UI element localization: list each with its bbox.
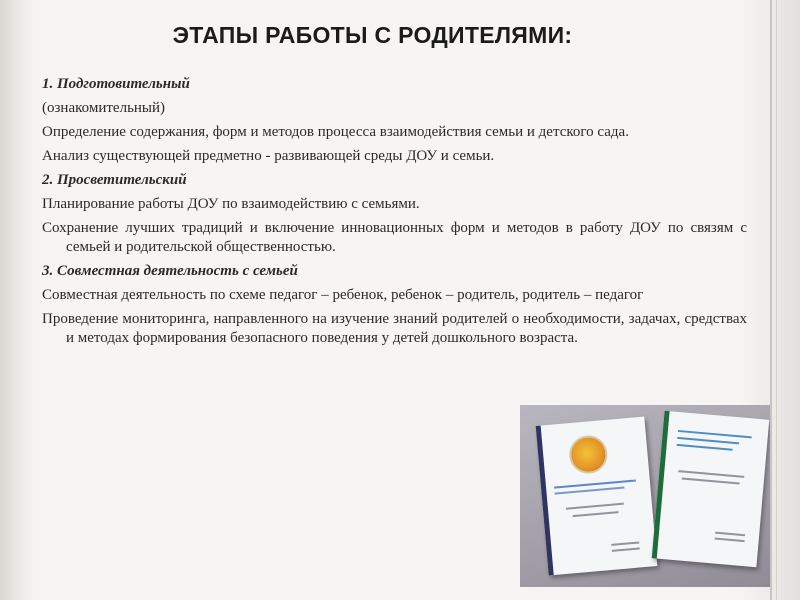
booklet-text-line	[573, 511, 619, 517]
booklet-text-line	[612, 547, 640, 551]
booklet-text-line	[566, 503, 624, 510]
booklet-text-line	[715, 532, 745, 537]
booklet-title-line	[555, 487, 625, 495]
booklet-text-line	[715, 538, 745, 543]
booklet-left	[536, 417, 658, 576]
booklet-right	[652, 411, 769, 568]
slide-content	[42, 75, 747, 353]
stage-2-heading: 2. Просветительский	[42, 172, 187, 188]
stage-1-subtitle: (ознакомительный)	[42, 100, 166, 116]
stage-3-item-2: Проведение мониторинга, направленного на изучение знаний родителей о необходимости, задачах, средствах и методах формирования безопасного поведения у детей дошкольного возраста.	[42, 311, 747, 346]
booklet-title-line	[677, 444, 733, 451]
stage-1-heading: 1. Подготовительный	[42, 76, 190, 92]
stage-1-item-1: Определение содержания, форм и методов процесса взаимодействия семьи и детского сада.	[42, 124, 629, 140]
slide-title: ЭТАПЫ РАБОТЫ С РОДИТЕЛЯМИ:	[172, 22, 573, 48]
booklet-text-line	[611, 541, 639, 545]
booklet-text-line	[678, 470, 744, 478]
stage-2-item-1: Планирование работы ДОУ по взаимодействию с семьями.	[42, 196, 420, 212]
stage-1-item-2: Анализ существующей предметно - развивающей среды ДОУ и семьи.	[42, 148, 495, 164]
stage-3-item-1: Совместная деятельность по схеме педагог – ребенок, ребенок – родитель, родитель – педагог	[42, 287, 644, 303]
right-divider-line	[770, 0, 772, 600]
booklet-title-line	[677, 437, 739, 444]
emblem-icon	[568, 434, 609, 475]
stage-3-heading: 3. Совместная деятельность с семьей	[42, 263, 298, 279]
stage-2-item-2: Сохранение лучших традиций и включение инновационных форм и методов в работу ДОУ по связям с семьей и родительской общественностью.	[42, 220, 747, 255]
booklets-photo	[520, 405, 770, 587]
right-divider-line-thin	[776, 0, 777, 600]
booklet-text-line	[682, 477, 740, 484]
